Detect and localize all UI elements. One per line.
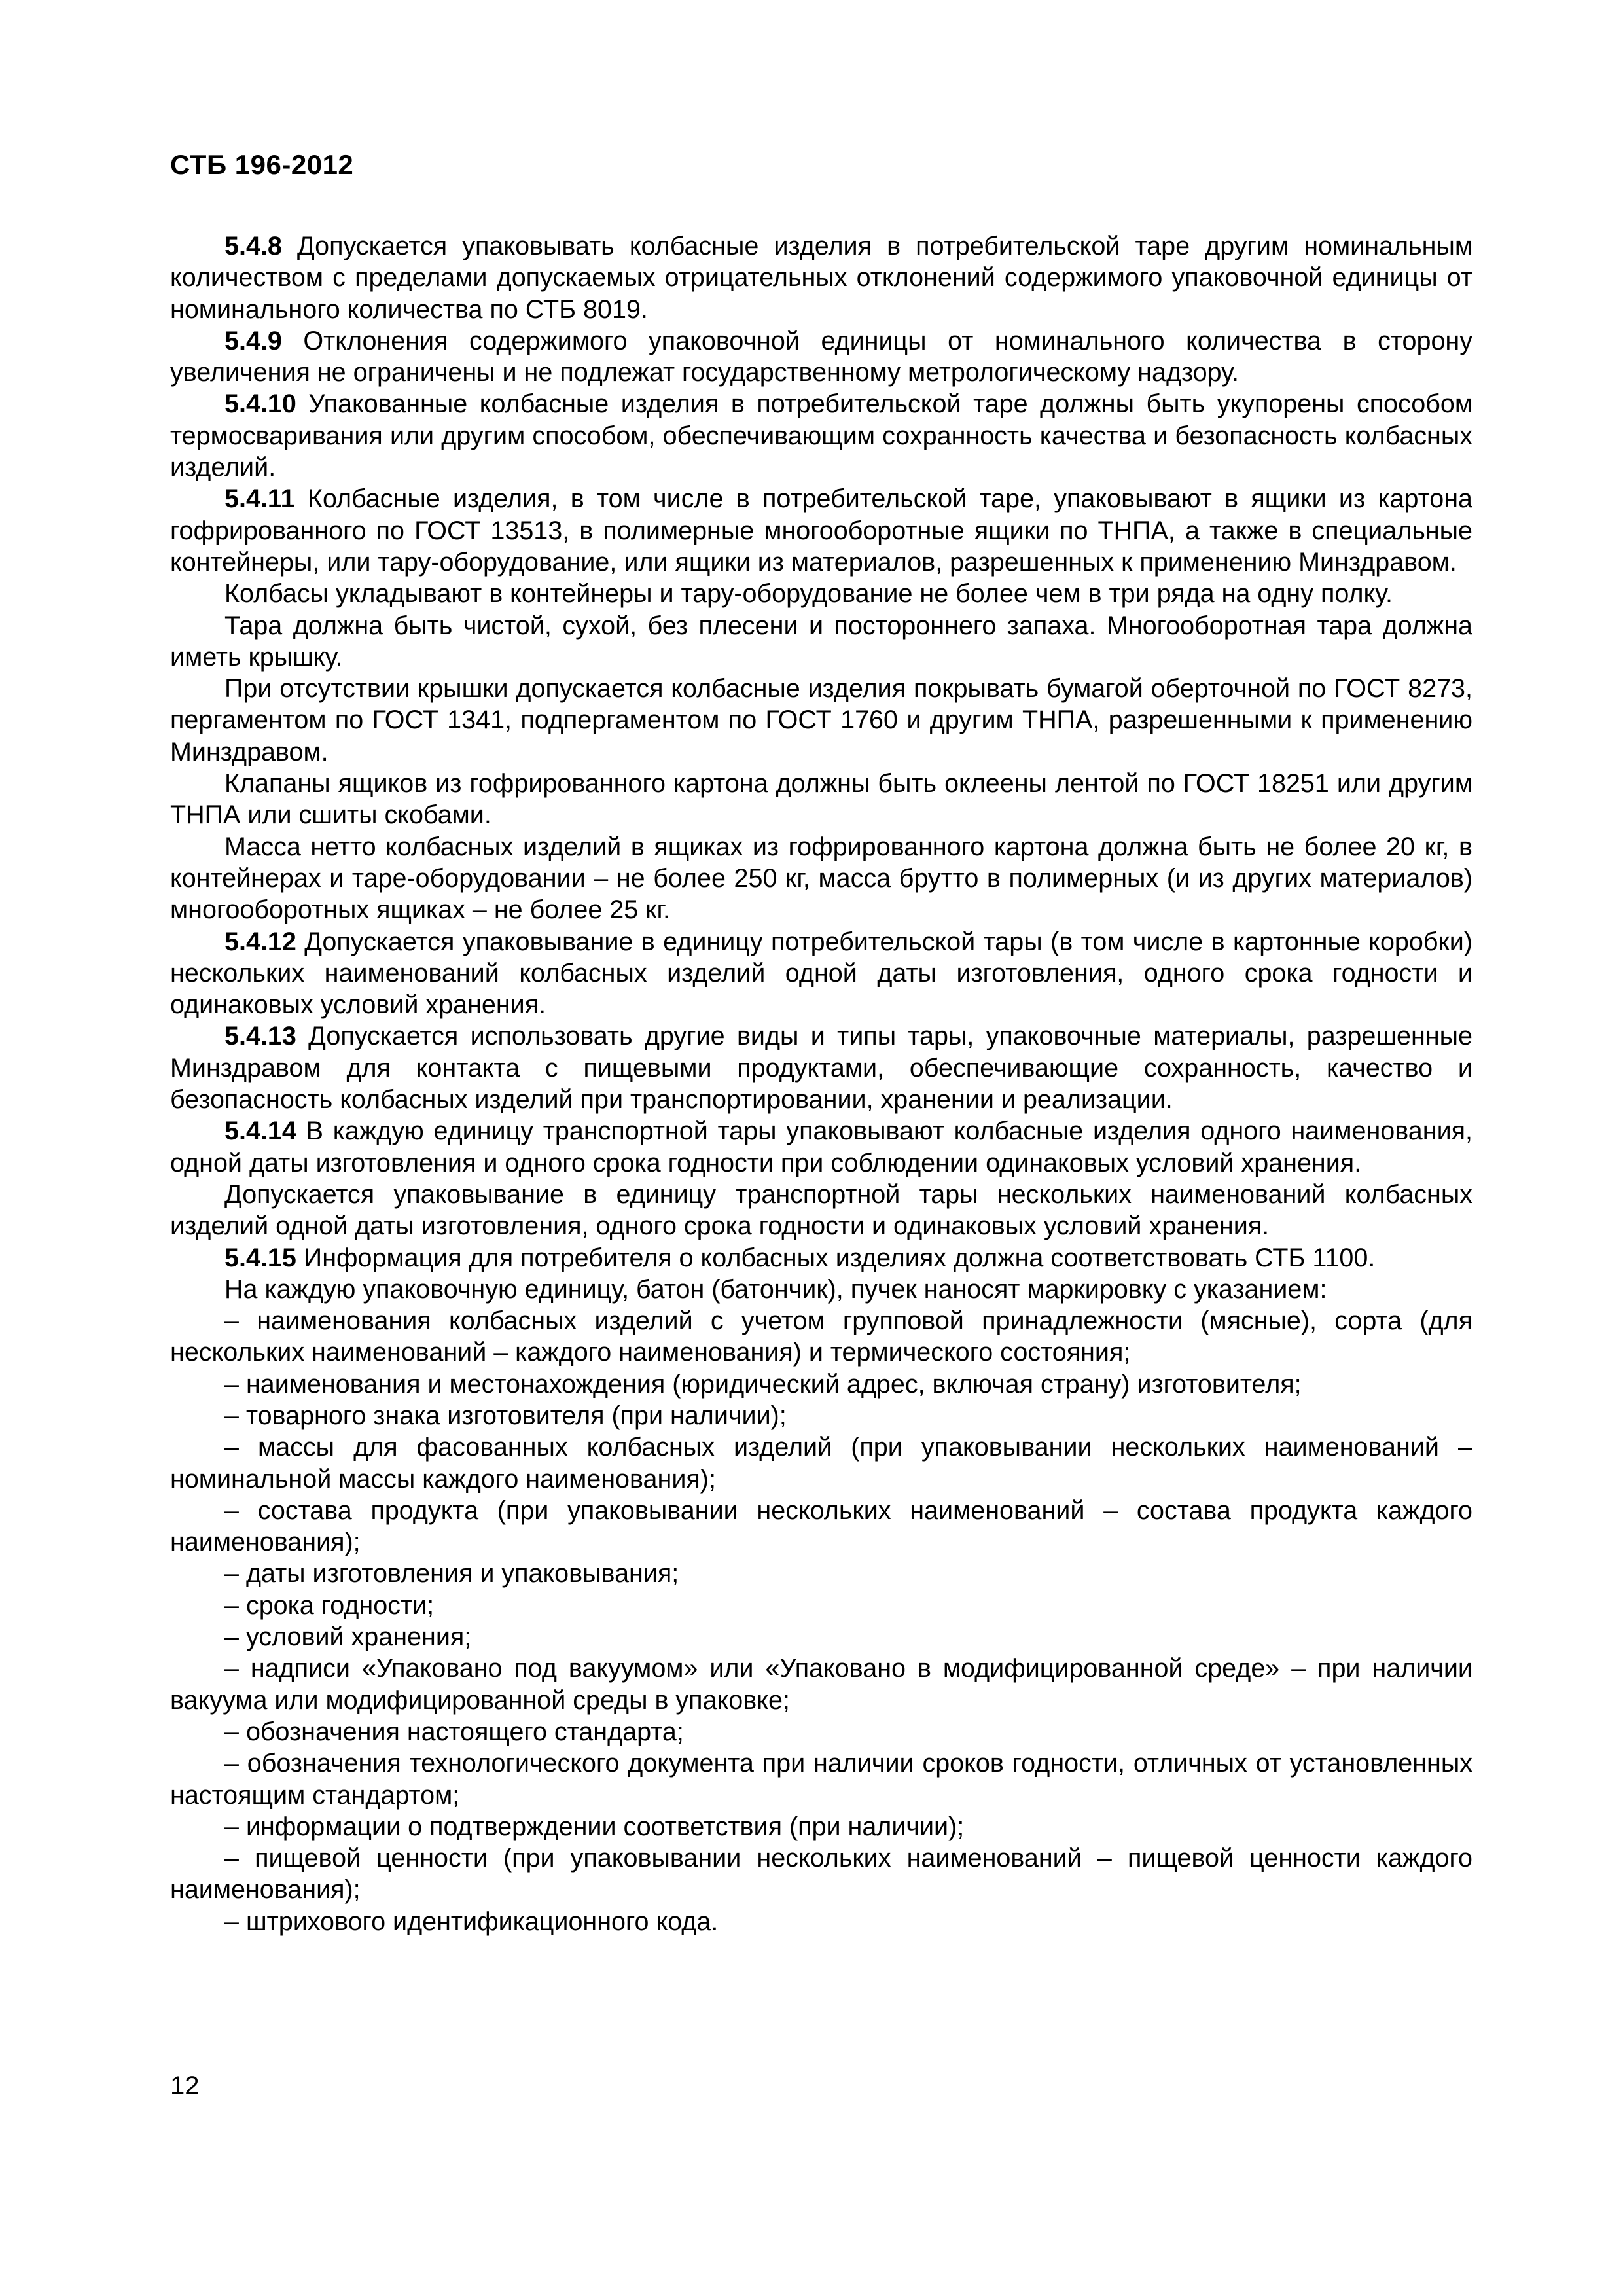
paragraph bbox=[170, 1495, 1472, 1558]
clause-number: 5.4.12 bbox=[224, 927, 296, 956]
paragraph-text: На каждую упаковочную единицу, батон (батончик), пучек наносят маркировку с указанием: bbox=[224, 1274, 1327, 1304]
page-number: 12 bbox=[170, 2072, 200, 2100]
paragraph bbox=[170, 1400, 1472, 1431]
paragraph-text: Масса нетто колбасных изделий в ящиках из гофрированного картона должна быть не более 20 кг, в контейнерах и таре-оборудовании – не более 250 кг, масса брутто в полимерных (и из других материалов) многооборотных ящиках – не более 25 кг. bbox=[170, 832, 1472, 925]
paragraph-text: Клапаны ящиков из гофрированного картона должны быть оклеены лентой по ГОСТ 18251 или другим ТНПА или сшиты скобами. bbox=[170, 769, 1472, 830]
paragraph bbox=[170, 673, 1472, 768]
paragraph bbox=[170, 1179, 1472, 1242]
paragraph bbox=[170, 1590, 1472, 1621]
paragraph bbox=[170, 1748, 1472, 1811]
paragraph-text: – наименования и местонахождения (юридический адрес, включая страну) изготовителя; bbox=[224, 1369, 1302, 1399]
paragraph-text: Колбасы укладывают в контейнеры и тару-оборудование не более чем в три ряда на одну полку. bbox=[224, 579, 1393, 609]
clause-number: 5.4.10 bbox=[224, 389, 296, 419]
paragraph bbox=[170, 1020, 1472, 1115]
paragraph bbox=[170, 388, 1472, 483]
paragraph-text: – штрихового идентификационного кода. bbox=[224, 1907, 719, 1936]
clause-number: 5.4.13 bbox=[224, 1022, 296, 1051]
paragraph-text: Колбасные изделия, в том числе в потребительской таре, упаковывают в ящики из картона гофрированного по ГОСТ 13513, в полимерные многооборотные ящики по ТНПА, а также в специальные контейнеры, или тару-оборудование, или ящики из материалов, разрешенных к применению Минздравом. bbox=[170, 484, 1472, 577]
paragraph bbox=[170, 768, 1472, 831]
paragraph bbox=[170, 1906, 1472, 1937]
clause-number: 5.4.11 bbox=[224, 484, 295, 514]
paragraph bbox=[170, 1369, 1472, 1400]
paragraph bbox=[170, 831, 1472, 926]
paragraph-text: – наименования колбасных изделий с учетом групповой принадлежности (мясные), сорта (для нескольких наименований – каждого наименования) и термического состояния; bbox=[170, 1306, 1472, 1367]
paragraph bbox=[170, 230, 1472, 325]
paragraph-text: Тара должна быть чистой, сухой, без плесени и постороннего запаха. Многооборотная тара должна иметь крышку. bbox=[170, 611, 1472, 672]
clause-number: 5.4.9 bbox=[224, 326, 282, 355]
document-header: СТБ 196-2012 bbox=[170, 149, 354, 180]
paragraph bbox=[170, 1274, 1472, 1305]
clause-number: 5.4.8 bbox=[224, 232, 282, 260]
paragraph-text: При отсутствии крышки допускается колбасные изделия покрывать бумагой оберточной по ГОСТ 8273, пергаментом по ГОСТ 1341, подпергаментом по ГОСТ 1760 и другим ТНПА, разрешенными к применению Минздравом. bbox=[170, 674, 1472, 766]
paragraph bbox=[170, 1242, 1472, 1274]
paragraph-text: Допускается упаковывать колбасные изделия в потребительской таре другим номинальным количеством с пределами допускаемых отрицательных отклонений содержимого упаковочной единицы от номинального количества по СТБ 8019. bbox=[170, 232, 1472, 324]
paragraph-text: Информация для потребителя о колбасных изделиях должна соответствовать СТБ 1100. bbox=[296, 1243, 1376, 1272]
paragraph bbox=[170, 1621, 1472, 1653]
paragraph-text: Отклонения содержимого упаковочной единицы от номинального количества в сторону увеличения не ограничены и не подлежат государственному метрологическому надзору. bbox=[170, 326, 1472, 387]
paragraph-text: – условий хранения; bbox=[224, 1623, 472, 1652]
paragraph-text: Допускается упаковывание в единицу транспортной тары нескольких наименований колбасных изделий одной даты изготовления, одного срока годности и одинаковых условий хранения. bbox=[170, 1179, 1472, 1241]
paragraph-text: – товарного знака изготовителя (при наличии); bbox=[224, 1401, 787, 1430]
paragraph bbox=[170, 1842, 1472, 1906]
paragraph-text: – информации о подтверждении соответствия (при наличии); bbox=[224, 1812, 965, 1841]
paragraph bbox=[170, 1716, 1472, 1748]
paragraph bbox=[170, 578, 1472, 609]
paragraph-text: В каждую единицу транспортной тары упаковывают колбасные изделия одного наименования, одной даты изготовления и одного срока годности при соблюдении одинаковых условий хранения. bbox=[170, 1117, 1472, 1177]
clause-number: 5.4.14 bbox=[224, 1117, 296, 1146]
paragraph-text: Допускается упаковывание в единицу потребительской тары (в том числе в картонные коробки) нескольких наименований колбасных изделий одной даты изготовления, одного срока годности и одинаковых условий хранения. bbox=[170, 927, 1472, 1020]
paragraph bbox=[170, 1115, 1472, 1179]
paragraph bbox=[170, 926, 1472, 1021]
paragraph-text: Допускается использовать другие виды и типы тары, упаковочные материалы, разрешенные Минздравом для контакта с пищевыми продуктами, обеспечивающие сохранность, качество и безопасность колбасных изделий при транспортировании, хранении и реализации. bbox=[170, 1022, 1472, 1115]
paragraph-text: – надписи «Упаковано под вакуумом» или «Упаковано в модифицированной среде» – при наличии вакуума или модифицированной среды в упаковке; bbox=[170, 1654, 1472, 1715]
paragraph-text: – состава продукта (при упаковывании нескольких наименований – состава продукта каждого наименования); bbox=[170, 1496, 1472, 1557]
document-body bbox=[170, 230, 1472, 1937]
paragraph-text: – массы для фасованных колбасных изделий (при упаковывании нескольких наименований – номинальной массы каждого наименования); bbox=[170, 1433, 1472, 1494]
paragraph bbox=[170, 1558, 1472, 1589]
paragraph bbox=[170, 1305, 1472, 1369]
paragraph-text: – обозначения настоящего стандарта; bbox=[224, 1717, 684, 1746]
paragraph bbox=[170, 1653, 1472, 1716]
paragraph-text: Упакованные колбасные изделия в потребительской таре должны быть укупорены способом термосваривания или другим способом, обеспечивающим сохранность качества и безопасность колбасных изделий. bbox=[170, 389, 1472, 482]
paragraph bbox=[170, 610, 1472, 673]
paragraph bbox=[170, 1811, 1472, 1842]
paragraph-text: – срока годности; bbox=[224, 1590, 435, 1620]
paragraph bbox=[170, 483, 1472, 578]
paragraph-text: – обозначения технологического документа при наличии сроков годности, отличных от установленных настоящим стандартом; bbox=[170, 1749, 1472, 1810]
paragraph bbox=[170, 325, 1472, 389]
clause-number: 5.4.15 bbox=[224, 1243, 296, 1272]
paragraph-text: – пищевой ценности (при упаковывании нескольких наименований – пищевой ценности каждого наименования); bbox=[170, 1844, 1472, 1905]
paragraph bbox=[170, 1431, 1472, 1495]
paragraph-text: – даты изготовления и упаковывания; bbox=[224, 1559, 679, 1588]
